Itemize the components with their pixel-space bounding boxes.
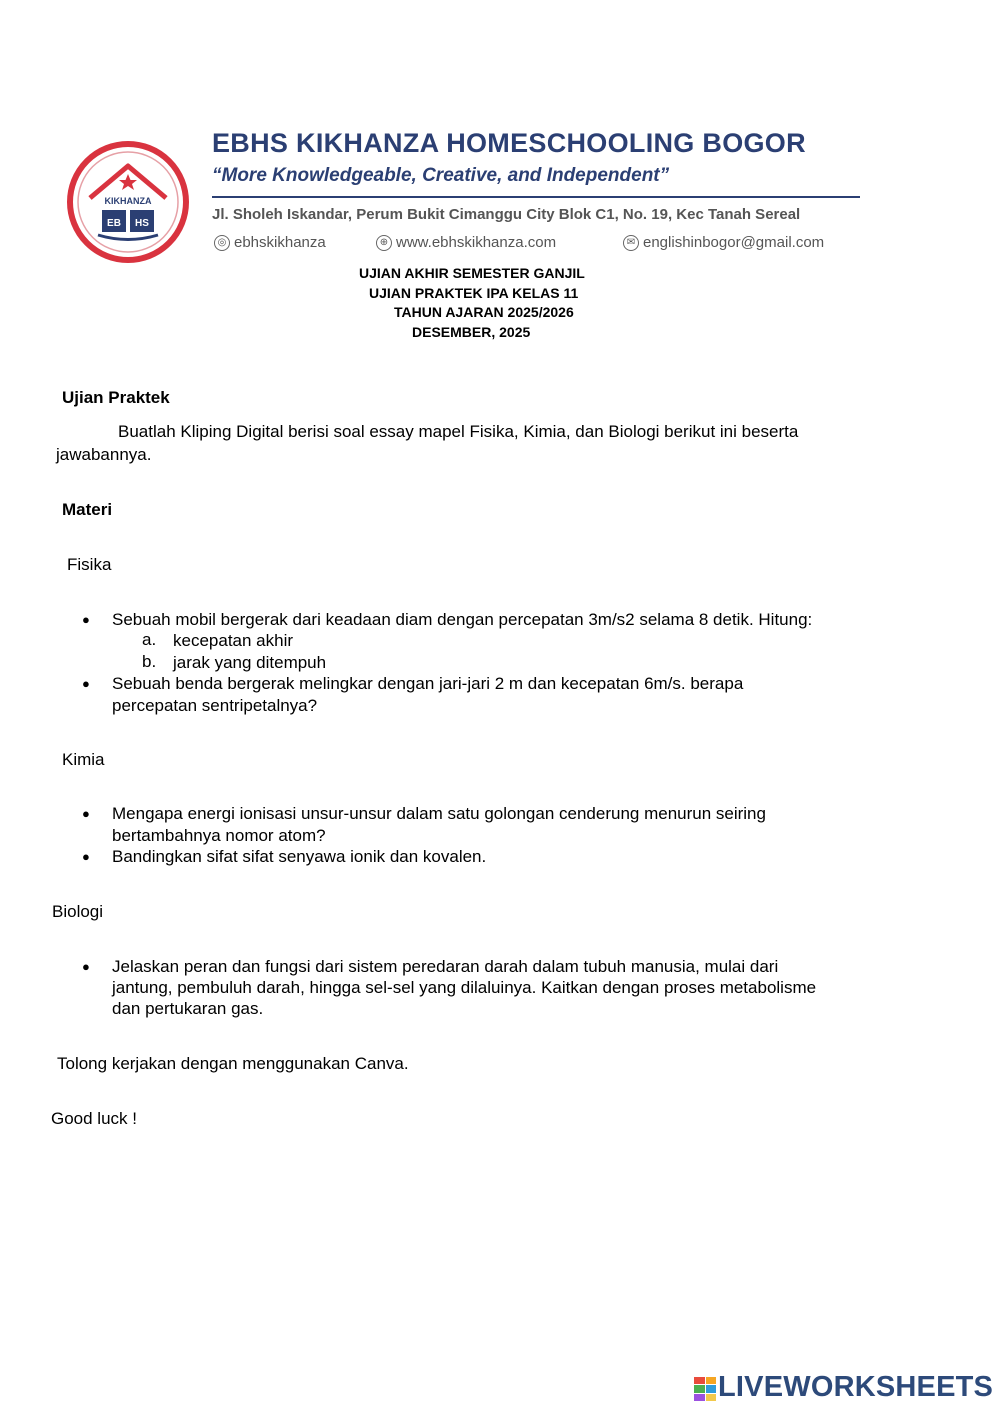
logo-badge-right: HS xyxy=(135,218,149,229)
bullet-icon: ● xyxy=(82,612,90,627)
kimia-question-1-line-1: Mengapa energi ionisasi unsur-unsur dalam satu golongan cenderung menurun seiring xyxy=(112,804,766,823)
liveworksheets-logo-icon xyxy=(694,1377,716,1401)
exam-title-line-1: UJIAN AKHIR SEMESTER GANJIL xyxy=(359,265,585,281)
school-name: EBHS KIKHANZA HOMESCHOOLING BOGOR xyxy=(212,128,806,158)
email-contact xyxy=(623,234,824,251)
email-address: englishinbogor@gmail.com xyxy=(643,234,825,251)
email-icon: ✉ xyxy=(623,235,639,251)
website-url: www.ebhskikhanza.com xyxy=(396,234,557,251)
instagram-handle: ebhskikhanza xyxy=(234,234,326,251)
materi-heading: Materi xyxy=(62,500,113,519)
exam-title-line-2: UJIAN PRAKTEK IPA KELAS 11 xyxy=(369,285,579,301)
exam-title-line-4: DESEMBER, 2025 xyxy=(412,324,531,340)
kimia-question-2: Bandingkan sifat sifat senyawa ionik dan kovalen. xyxy=(112,847,487,866)
biologi-question-1-line-1: Jelaskan peran dan fungsi dari sistem peredaran darah dalam tubuh manusia, mulai dari xyxy=(112,957,779,976)
bullet-icon: ● xyxy=(82,806,90,821)
fisika-question-1a: kecepatan akhir xyxy=(173,631,294,650)
website-contact xyxy=(376,234,556,251)
school-logo-emblem xyxy=(66,140,190,264)
good-luck-text: Good luck ! xyxy=(51,1109,137,1128)
instagram-contact xyxy=(214,234,326,251)
letterhead-divider xyxy=(212,196,860,198)
bullet-icon: ● xyxy=(82,959,90,974)
kimia-heading: Kimia xyxy=(62,750,105,769)
logo-badge-left: EB xyxy=(107,218,121,229)
closing-instruction: Tolong kerjakan dengan menggunakan Canva. xyxy=(57,1054,409,1073)
school-address: Jl. Sholeh Iskandar, Perum Bukit Cimanggu City Blok C1, No. 19, Kec Tanah Sereal xyxy=(212,206,801,223)
instagram-icon: ◎ xyxy=(214,235,230,251)
fisika-q1a-marker: a. xyxy=(142,630,157,649)
fisika-question-1b: jarak yang ditempuh xyxy=(173,653,327,672)
exam-title-line-3: TAHUN AJARAN 2025/2026 xyxy=(394,304,574,320)
kimia-question-1-line-2: bertambahnya nomor atom? xyxy=(112,826,326,845)
school-tagline: “More Knowledgeable, Creative, and Independent” xyxy=(212,165,670,186)
section-heading: Ujian Praktek xyxy=(62,388,170,407)
biologi-question-1-line-3: dan pertukaran gas. xyxy=(112,999,264,1018)
fisika-question-1: Sebuah mobil bergerak dari keadaan diam dengan percepatan 3m/s2 selama 8 detik. Hitung: xyxy=(112,610,813,629)
biologi-heading: Biologi xyxy=(52,902,104,921)
bullet-icon: ● xyxy=(82,849,90,864)
instruction-line-2: jawabannya. xyxy=(56,445,152,464)
globe-icon: ⊕ xyxy=(376,235,392,251)
fisika-q1b-marker: b. xyxy=(142,652,157,671)
fisika-question-2-line-2: percepatan sentripetalnya? xyxy=(112,696,318,715)
fisika-heading: Fisika xyxy=(67,555,112,574)
school-logo xyxy=(66,140,190,264)
logo-text: KIKHANZA xyxy=(104,196,152,206)
instruction-line-1: Buatlah Kliping Digital berisi soal essay mapel Fisika, Kimia, dan Biologi berikut ini beserta xyxy=(118,422,799,441)
biologi-question-1-line-2: jantung, pembuluh darah, hingga sel-sel yang dilaluinya. Kaitkan dengan proses metabolisme xyxy=(112,978,817,997)
fisika-question-2-line-1: Sebuah benda bergerak melingkar dengan jari-jari 2 m dan kecepatan 6m/s. berapa xyxy=(112,674,744,693)
bullet-icon: ● xyxy=(82,676,90,691)
liveworksheets-brand[interactable]: LIVEWORKSHEETS xyxy=(718,1371,994,1403)
